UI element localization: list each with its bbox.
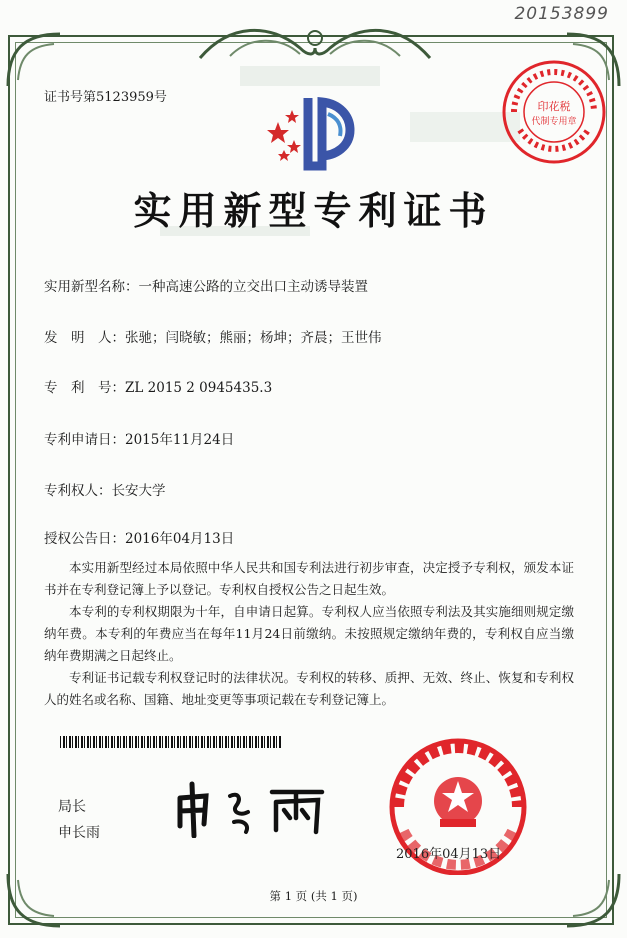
- patent-number-label: 专 利 号：: [44, 380, 125, 396]
- paragraph-legal-status: 专利证书记载专利权登记时的法律状况。专利权的转移、质押、无效、终止、恢复和专利权人的姓名或名称、国籍、地址变更等事项记载在专利登记簿上。: [44, 670, 574, 707]
- patentee-value: 长安大学: [111, 483, 166, 499]
- field-patentee: [44, 479, 166, 499]
- field-utility-model-name: [44, 275, 368, 295]
- watermark-band-top: [240, 66, 380, 86]
- ornament-top-center: [190, 18, 440, 68]
- utility-model-name-label: 实用新型名称：: [44, 279, 139, 295]
- paragraph-grant: 本实用新型经过本局依照中华人民共和国专利法进行初步审查，决定授予专利权，颁发本证书并在专利登记簿上予以登记。专利权自授权公告之日起生效。: [44, 560, 574, 597]
- seal-date: 2016年04月13日: [396, 847, 502, 862]
- field-inventor: [44, 326, 382, 346]
- signature-title: 局长: [58, 799, 86, 815]
- handwritten-number: 20153899: [514, 4, 609, 24]
- ornament-top-left: [4, 30, 64, 90]
- certificate-title: 实用新型专利证书: [133, 188, 494, 233]
- utility-model-name-value: 一种高速公路的立交出口主动诱导装置: [138, 279, 368, 295]
- signature-name: 申长雨: [58, 825, 100, 841]
- inventor-value: 张驰；闫晓敏；熊丽；杨坤；齐晨；王世伟: [125, 330, 382, 346]
- certificate-number: 证书号第5123959号: [44, 90, 167, 105]
- svg-text:印花税: 印花税: [537, 100, 571, 113]
- barcode: [60, 736, 282, 748]
- field-application-date: [44, 428, 234, 448]
- svg-text:代制专用章: 代制专用章: [531, 117, 577, 127]
- patentee-label: 专利权人：: [44, 483, 112, 499]
- page-footer: 第 1 页 (共 1 页): [269, 889, 358, 903]
- paragraph-term: 本专利的专利权期限为十年，自申请日起算。专利权人应当依照专利法及其实施细则规定缴纳年费。本专利的年费应当在每年11月24日前缴纳。未按照规定缴纳年费的，专利权自应当缴纳年费期满之日起终止。: [44, 604, 574, 663]
- patent-office-logo: [258, 92, 368, 172]
- handwritten-signature: [172, 778, 342, 838]
- inventor-label: 发 明 人：: [44, 330, 125, 346]
- announcement-date-label: 授权公告日：: [44, 531, 125, 547]
- application-date-value: 2015年11月24日: [125, 432, 235, 448]
- application-date-label: 专利申请日：: [44, 432, 125, 448]
- field-announcement-date: [44, 527, 234, 547]
- haidian-seal-stamp: [500, 58, 608, 166]
- patent-number-value: ZL 2015 2 0945435.3: [125, 380, 273, 396]
- announcement-date-value: 2016年04月13日: [125, 531, 235, 547]
- field-patent-number: [44, 376, 272, 396]
